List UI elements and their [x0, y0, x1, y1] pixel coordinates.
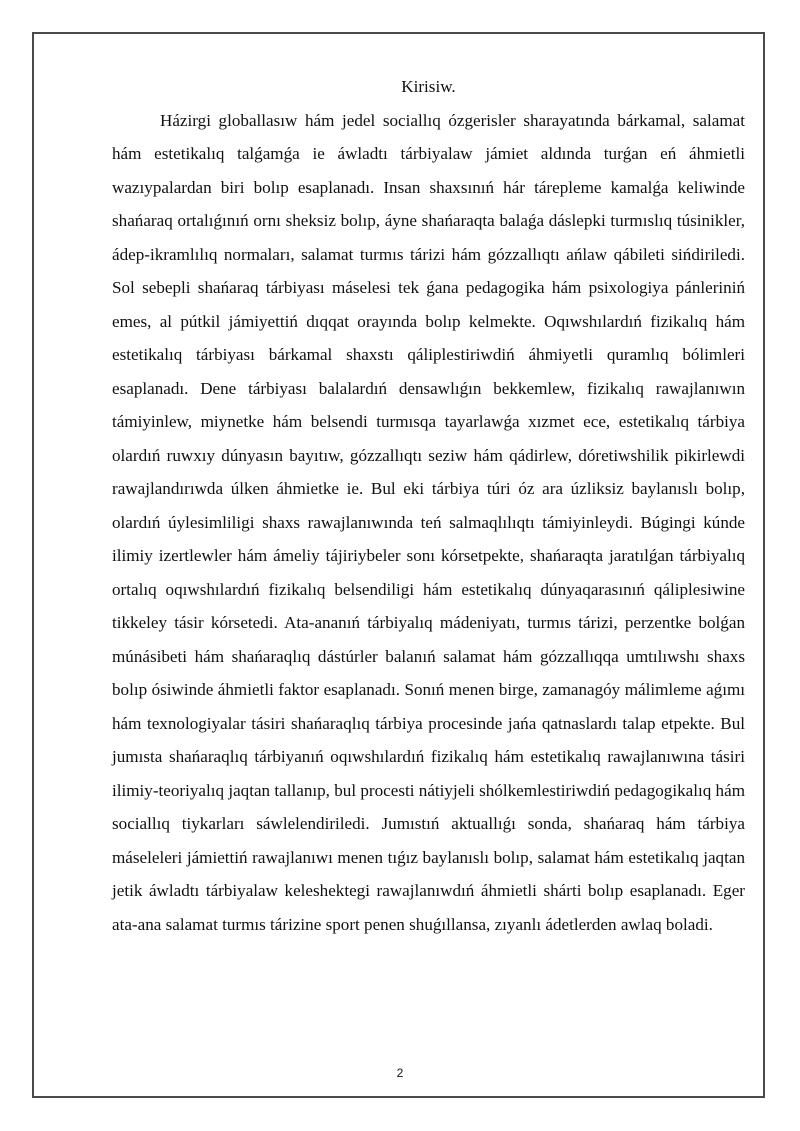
page-number: 2	[396, 1066, 404, 1080]
body-paragraph: Házirgi globallasıw hám jedel sociallıq ózgerisler sharayatında bárkamal, salamat hám estetikalıq talǵamǵa ie áwladtı tárbiyalaw jámiet aldında turǵan eń áhmietli wazıypalardan biri bolıp esaplanadı. Insan shaxsınıń hár tárepleme kamalǵa keliwinde shańaraq ortalıǵınıń ornı sheksiz bolıp, áyne shańaraqta balaǵa dáslepki turmıslıq túsinikler, ádep-ikramlılıq normaları, salamat turmıs tárizi hám gózzallıqtı ańlaw qábileti sińdiriledi. Sol sebepli shańaraq tárbiyası máselesi tek ǵana pedagogika hám psixologiya pánleriniń emes, al pútkil jámiyettiń dıqqat orayında bolıp kelmekte. Oqıwshılardıń fizikalıq hám estetikalıq tárbiyası bárkamal shaxstı qáliplestiriwdiń áhmiyetli quramlıq bólimleri esaplanadı. Dene tárbiyası balalardıń densawlıǵın bekkemlew, fizikalıq rawajlanıwın támiyinlew, miynetke hám belsendi turmısqa tayarlawǵa xızmet ece, estetikalıq tárbiya olardıń ruwxıy dúnyasın bayıtıw, gózzallıqtı seziw hám qádirlew, dóretiwshilik pikirlewdi rawajlandırıwda úlken áhmietke ie. Bul eki tárbiya túri óz ara úzliksiz baylanıslı bolıp, olardıń úylesimliligi shaxs rawajlanıwında teń salmaqlılıqtı támiyinleydi. Búgingi kúnde ilimiy izertlewler hám ámeliy tájiriybeler sonı kórsetpekte, shańaraqta jaratılǵan tárbiyalıq ortalıq oqıwshılardıń fizikalıq belsendiligi hám estetikalıq dúnyaqarasınıń qáliplesiwine tikkeley tásir kórsetedi. Ata-ananıń tárbiyalıq mádeniyatı, turmıs tárizi, perzentke bolǵan múnásibeti hám shańaraqlıq dástúrler balanıń salamat hám gózzallıqqa umtılıwshı shaxs bolıp ósiwinde áhmietli faktor esaplanadı. Sonıń menen birge, zamanagóy málimleme aǵımı hám texnologiyalar tásiri shańaraqlıq tárbiya procesinde jańa qatnaslardı talap etpekte. Bul jumısta shańaraqlıq tárbiyanıń oqıwshılardıń fizikalıq hám estetikalıq rawajlanıwına tásiri ilimiy-teoriyalıq jaqtan tallanıp, bul procesti nátiyjeli shólkemlestiriwdiń pedagogikalıq hám sociallıq tiykarları sáwlelendiriledi. Jumıstıń aktuallıǵı sonda, shańaraq hám tárbiya máseleleri jámiettiń rawajlanıwı menen tıǵız baylanıslı bolıp, salamat hám estetikalıq jaqtan jetik áwladtı tárbiyalaw keleshektegi rawajlanıwdıń áhmietli shárti bolıp esaplanadı. Eger ata-ana salamat turmıs tárizine sport penen shuǵıllansa, zıyanlı ádetlerden awlaq boladi.	[112, 110, 745, 934]
page-content	[112, 70, 745, 941]
section-title: Kirisiw.	[401, 77, 456, 96]
